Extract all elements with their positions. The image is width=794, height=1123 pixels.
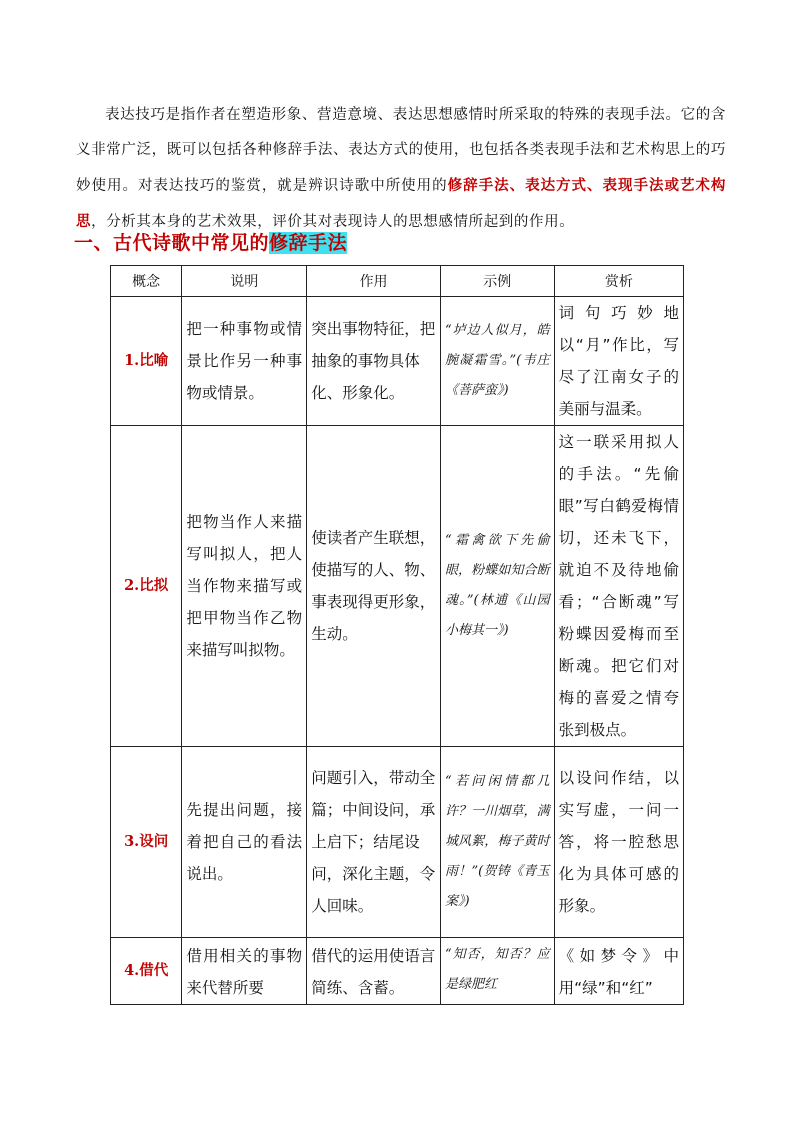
rhetoric-table [110, 265, 684, 1005]
description-cell: 把一种事物或情景比作另一种事物或情景。 [182, 297, 307, 426]
section-heading-prefix: 一、古代诗歌中常见的 [74, 232, 270, 254]
effect-cell: 问题引入，带动全篇；中间设问，承上启下；结尾设问，深化主题，令人回味。 [307, 747, 441, 938]
concept-cell: 1.比喻 [111, 297, 182, 426]
description-cell: 把物当作人来描写叫拟人，把人当作物来描写或把甲物当作乙物来描写叫拟物。 [182, 426, 307, 747]
analysis-cell: 词句巧妙地以“月”作比，写尽了江南女子的美丽与温柔。 [554, 297, 683, 426]
concept-cell: 3.设问 [111, 747, 182, 938]
concept-cell: 2.比拟 [111, 426, 182, 747]
section-heading [74, 228, 347, 255]
header-description: 说明 [182, 266, 307, 297]
header-example: 示例 [440, 266, 554, 297]
header-concept: 概念 [111, 266, 182, 297]
example-cell: “垆边人似月，皓腕凝霜雪。”(韦庄《菩萨蛮》) [440, 297, 554, 426]
effect-cell: 使读者产生联想，使描写的人、物、事表现得更形象，生动。 [307, 426, 441, 747]
example-cell: “若问闲情都几许？一川烟草，满城风絮，梅子黄时雨！”(贺铸《青玉案》) [440, 747, 554, 938]
header-effect: 作用 [307, 266, 441, 297]
analysis-cell: 以设问作结，以实写虚，一问一答，将一腔愁思化为具体可感的形象。 [554, 747, 683, 938]
example-cell: “霜禽欲下先偷眼，粉蝶如知合断魂。”(林逋《山园小梅其一》) [440, 426, 554, 747]
table-row [111, 297, 684, 426]
table-row [111, 938, 684, 1005]
table-header-row [111, 266, 684, 297]
table-row [111, 426, 684, 747]
intro-text-2: ，分析其本身的艺术效果，评价其对表现诗人的思想感情所起到的作用。 [91, 214, 575, 230]
intro-highlight-expression: 表达方式、 [525, 177, 603, 194]
example-cell: “知否，知否？应是绿肥红 [440, 938, 554, 1005]
analysis-cell: 这一联采用拟人的手法。“先偷眼”写白鹤爱梅情切，还未飞下，就迫不及待地偷看；“合断魂”写粉蝶因爱梅而至断魂。把它们对梅的喜爱之情夸张到极点。 [554, 426, 683, 747]
section-heading-highlight: 修辞手法 [269, 232, 348, 254]
description-cell: 借用相关的事物来代替所要 [182, 938, 307, 1005]
concept-cell: 4.借代 [111, 938, 182, 1005]
intro-highlight-technique: 表现手法或艺术构思 [76, 177, 727, 230]
intro-highlight-rhetoric: 修辞手法、 [447, 177, 526, 194]
effect-cell: 突出事物特征，把抽象的事物具体化、形象化。 [307, 297, 441, 426]
effect-cell: 借代的运用使语言简练、含蓄。 [307, 938, 441, 1005]
description-cell: 先提出问题，接着把自己的看法说出。 [182, 747, 307, 938]
table-row [111, 747, 684, 938]
analysis-cell: 《如梦令》中用“绿”和“红” [554, 938, 683, 1005]
intro-paragraph [76, 98, 726, 240]
header-analysis: 赏析 [554, 266, 683, 297]
intro-text-1: 表达技巧是指作者在塑造形象、营造意境、表达思想感情时所采取的特殊的表现手法。它的含义非常广泛，既可以包括各种修辞手法、表达方式的使用，也包括各类表现手法和艺术构思上的巧妙使用。对表达技巧的鉴赏，就是辨识诗歌中所使用的 [76, 107, 726, 194]
